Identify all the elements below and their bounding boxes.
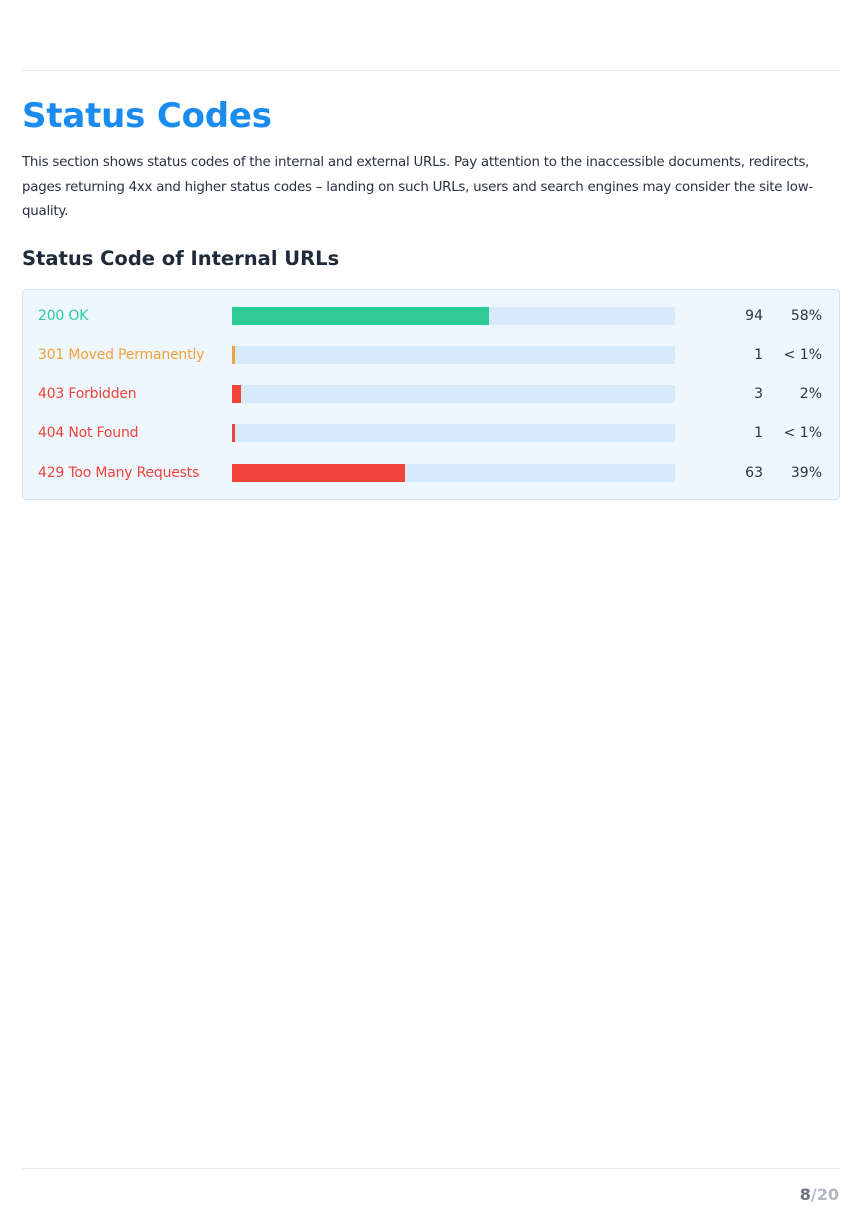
section-description: This section shows status codes of the internal and external URLs. Pay attention to the inaccessible documents, redirects, pages returning 4xx and higher status codes – landing on such URLs, users and search engines may consider the site low-quality.: [22, 155, 813, 219]
status-bar-fill: [232, 385, 241, 403]
status-bar-track: [232, 307, 675, 325]
status-row: [23, 463, 839, 483]
top-divider: [22, 70, 840, 71]
status-bar-fill: [232, 464, 405, 482]
status-bar-track: [232, 346, 675, 364]
status-row: [23, 306, 839, 326]
status-row: [23, 423, 839, 443]
status-percent: < 1%: [783, 425, 822, 441]
status-row: [23, 345, 839, 365]
page-title: Status Codes: [22, 96, 272, 136]
page-separator: /: [810, 1185, 817, 1204]
status-count: 1: [754, 347, 763, 363]
status-percent: < 1%: [783, 347, 822, 363]
status-label: 404 Not Found: [38, 425, 139, 441]
status-bar-track: [232, 385, 675, 403]
page-number: [800, 1184, 839, 1206]
bottom-divider: [22, 1168, 840, 1169]
status-label: 429 Too Many Requests: [38, 465, 200, 481]
status-row: [23, 384, 839, 404]
status-count: 94: [745, 308, 763, 324]
status-label: 301 Moved Permanently: [38, 347, 205, 363]
status-percent: 2%: [799, 386, 822, 402]
page-total: 20: [816, 1185, 839, 1204]
status-code-panel: [22, 289, 840, 500]
status-bar-track: [232, 464, 675, 482]
page-current: 8: [799, 1185, 811, 1204]
status-percent: 39%: [790, 465, 822, 481]
status-label: 403 Forbidden: [38, 386, 137, 402]
status-percent: 58%: [790, 308, 822, 324]
section-title: Status Code of Internal URLs: [22, 247, 340, 270]
status-label: 200 OK: [38, 308, 89, 324]
status-count: 3: [754, 386, 763, 402]
status-bar-fill: [232, 424, 235, 442]
status-bar-fill: [232, 346, 235, 364]
status-count: 63: [745, 465, 763, 481]
status-bar-track: [232, 424, 675, 442]
status-count: 1: [754, 425, 763, 441]
status-bar-fill: [232, 307, 489, 325]
